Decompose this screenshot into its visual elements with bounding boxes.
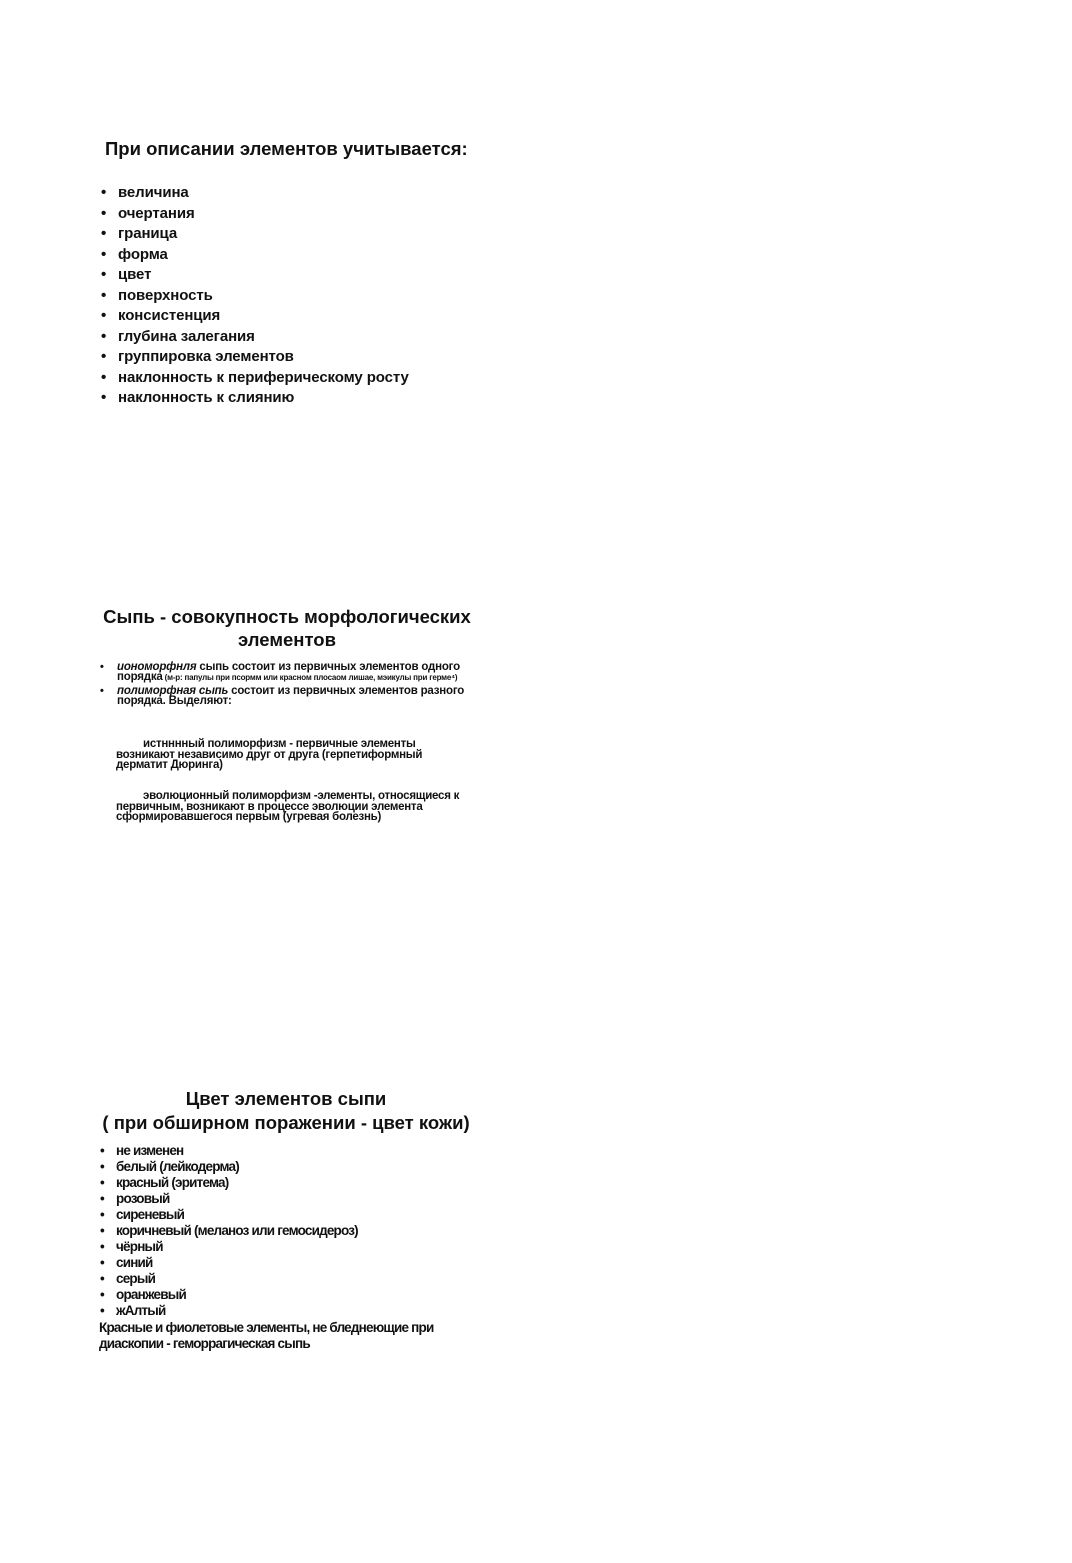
list-item: • не изменен bbox=[100, 1143, 358, 1159]
list-item: • наклонность к периферическому росту bbox=[101, 368, 409, 389]
list-item: • жАлтый bbox=[100, 1303, 358, 1319]
list-item: • величина bbox=[101, 183, 409, 204]
list-item: • коричневый (меланоз или гемосидероз) bbox=[100, 1223, 358, 1239]
list-item: • цвет bbox=[101, 265, 409, 286]
list-item: • консистенция bbox=[101, 306, 409, 327]
list-item: • граница bbox=[101, 224, 409, 245]
list-item: • сиреневый bbox=[100, 1207, 358, 1223]
item1-note: (м-р: папулы при псормм или красном плосаом лишае, мэикулы при герме⁴) bbox=[162, 673, 458, 682]
list-item: • розовый bbox=[100, 1191, 358, 1207]
list-item: • красный (эритема) bbox=[100, 1175, 358, 1191]
section1-list bbox=[101, 183, 409, 409]
list-item-monomorphic bbox=[100, 662, 480, 683]
list-item: • чёрный bbox=[100, 1239, 358, 1255]
section3-title-line1: Цвет элементов сыпи bbox=[185, 1088, 387, 1109]
term-polymorphic: полиморфная сыпь bbox=[117, 685, 229, 697]
list-item: • глубина залегания bbox=[101, 327, 409, 348]
section3-title bbox=[80, 1087, 492, 1135]
list-item: • синий bbox=[100, 1255, 358, 1271]
section2-list bbox=[100, 662, 480, 706]
list-item: • группировка элементов bbox=[101, 347, 409, 368]
section2-title-line2: элементов bbox=[238, 629, 336, 650]
section1-title: При описании элементов учитывается: bbox=[105, 138, 468, 159]
list-item: • серый bbox=[100, 1271, 358, 1287]
list-item: • форма bbox=[101, 245, 409, 266]
section3-list bbox=[100, 1143, 358, 1319]
list-item: • наклонность к слиянию bbox=[101, 388, 409, 409]
list-item-polymorphic bbox=[100, 686, 480, 706]
list-item: • очертания bbox=[101, 204, 409, 225]
item2-text: состоит из первичных элементов разного порядка. Выделяют: bbox=[117, 685, 465, 707]
term-monomorphic: иономорфнля bbox=[117, 661, 197, 673]
section2-title bbox=[95, 605, 479, 651]
true-polymorphism-paragraph: истнннный полиморфизм - первичные элементы возникают независимо друг от друга (герпетиформный дерматит Дюринга) bbox=[116, 738, 423, 771]
item1-text: сыпь состоит из первичных элементов одного порядка bbox=[117, 661, 460, 683]
evolution-polymorphism-paragraph: эволюционный полиморфизм -элементы, относящиеся к первичным, возникают в процессе эволюции элемента сформировавшегося первым (угревая болезнь) bbox=[116, 790, 460, 823]
list-item: • оранжевый bbox=[100, 1287, 358, 1303]
list-item: • белый (лейкодерма) bbox=[100, 1159, 358, 1175]
section3-title-line2: ( при обширном поражении - цвет кожи) bbox=[102, 1112, 470, 1133]
list-item: • поверхность bbox=[101, 286, 409, 307]
section2-title-line1: Сыпь - совокупность морфологических bbox=[103, 606, 471, 627]
hemorrhagic-rash-note: Красные и фиолетовые элементы, не бледнеющие при диаскопии - геморрагическая сыпь bbox=[99, 1320, 434, 1351]
